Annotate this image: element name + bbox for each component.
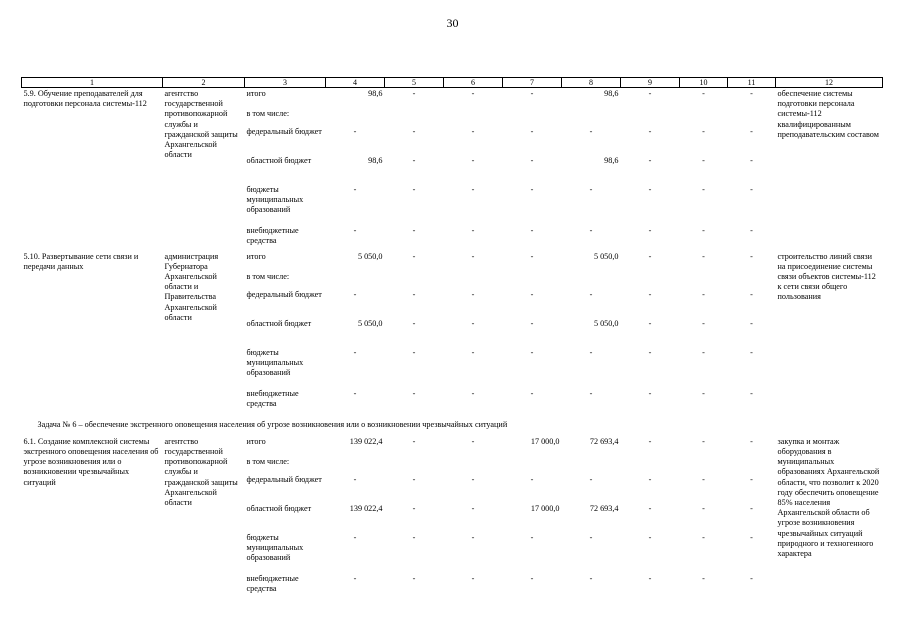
empty-cell	[728, 456, 776, 474]
funding-value: -	[530, 573, 534, 583]
funding-value: -	[412, 89, 416, 98]
budget-source-label: бюджеты муниципальных образований	[246, 184, 304, 214]
funding-value: -	[750, 126, 753, 136]
funding-value: -	[702, 573, 705, 583]
funding-value: -	[750, 388, 753, 398]
funding-value: -	[702, 155, 705, 165]
budget-source-label: бюджеты муниципальных образований	[246, 347, 304, 377]
funding-value: -	[750, 89, 753, 98]
funding-value: -	[589, 289, 593, 299]
funding-value: -	[750, 503, 753, 513]
funding-value: -	[530, 532, 534, 542]
budget-source-label: федеральный бюджет	[246, 289, 322, 299]
funding-value: -	[353, 532, 357, 542]
empty-cell	[680, 456, 728, 474]
col-header: 9	[621, 78, 680, 88]
col-header: 6	[444, 78, 503, 88]
funding-value: -	[412, 436, 416, 446]
budget-source-label: внебюджетные средства	[246, 573, 299, 593]
empty-cell	[385, 271, 444, 289]
col-header: 7	[503, 78, 562, 88]
funding-value: -	[750, 532, 753, 542]
funding-value: -	[471, 347, 475, 357]
expected-result: строительство линий связи на присоединение системы связи объектов системы-112 к сети связи общего пользования	[777, 251, 876, 302]
empty-cell	[728, 108, 776, 126]
executor: администрация Губернатора Архангельской области и Правительства Архангельской области	[164, 251, 219, 322]
funding-value: -	[471, 474, 475, 484]
executor: агентство государственной противопожарной службы и гражданской защиты Архангельской области	[164, 436, 238, 507]
task-heading: Задача № 6 – обеспечение экстренного оповещения населения об угрозе возникновения или о возникновении чрезвычайных ситуаций	[37, 419, 508, 429]
funding-value: -	[471, 155, 475, 165]
funding-value: 5 050,0	[593, 318, 619, 328]
col-header: 11	[728, 78, 776, 88]
funding-value: -	[750, 318, 753, 328]
funding-value: -	[471, 573, 475, 583]
empty-cell	[621, 271, 680, 289]
col-header: 12	[776, 78, 883, 88]
funding-value: -	[589, 532, 593, 542]
funding-value: -	[750, 347, 753, 357]
funding-value: -	[702, 251, 705, 261]
measure-name: 5.10. Развертывание сети связи и передачи данных	[23, 251, 139, 271]
funding-value: -	[648, 573, 652, 583]
measure-name: 5.9. Обучение преподавателей для подготовки персонала системы-112	[23, 89, 147, 109]
funding-value: -	[530, 89, 534, 98]
funding-value: -	[750, 436, 753, 446]
funding-value: -	[412, 318, 416, 328]
page-number: 30	[446, 16, 459, 30]
budget-source-label: итого	[246, 251, 266, 261]
col-header: 4	[326, 78, 385, 88]
empty-cell	[326, 456, 385, 474]
funding-value: -	[471, 532, 475, 542]
funding-value: 98,6	[368, 89, 383, 98]
budget-source-label: бюджеты муниципальных образований	[246, 532, 304, 563]
funding-value: -	[412, 573, 416, 583]
empty-cell	[621, 108, 680, 126]
col-header: 8	[562, 78, 621, 88]
budget-source-label: итого	[246, 436, 266, 446]
funding-value: -	[471, 89, 475, 98]
empty-cell	[562, 456, 621, 474]
funding-value: -	[702, 318, 705, 328]
empty-cell	[680, 108, 728, 126]
funding-value: -	[750, 474, 753, 484]
funding-value: -	[530, 126, 534, 136]
funding-value: -	[412, 225, 416, 235]
empty-cell	[326, 108, 385, 126]
funding-value: -	[353, 347, 357, 357]
expected-result: обеспечение системы подготовки персонала системы-112 квалифицированным преподавательским составом	[777, 89, 879, 139]
funding-value: -	[530, 474, 534, 484]
funding-value: -	[589, 126, 593, 136]
task-heading-row	[22, 414, 883, 436]
funding-value: -	[353, 388, 357, 398]
funding-value: -	[353, 573, 357, 583]
funding-value: -	[412, 126, 416, 136]
funding-value: 5 050,0	[357, 251, 383, 261]
funding-value: -	[750, 184, 753, 194]
funding-value: -	[471, 503, 475, 513]
funding-value: -	[471, 436, 475, 446]
executor: агентство государственной противопожарной службы и гражданской защиты Архангельской области	[164, 89, 238, 160]
funding-value: -	[353, 289, 357, 299]
funding-value: -	[530, 289, 534, 299]
funding-value: -	[648, 436, 652, 446]
funding-value: -	[412, 289, 416, 299]
budget-source-label: итого	[246, 89, 266, 98]
funding-value: -	[648, 155, 652, 165]
funding-value: -	[702, 503, 705, 513]
funding-value: -	[530, 388, 534, 398]
funding-value: -	[530, 318, 534, 328]
empty-cell	[326, 271, 385, 289]
funding-value: -	[471, 289, 475, 299]
funding-value: -	[412, 347, 416, 357]
funding-value: -	[648, 503, 652, 513]
funding-value: 98,6	[604, 89, 619, 98]
budget-source-label: федеральный бюджет	[246, 474, 322, 484]
empty-cell	[680, 271, 728, 289]
empty-cell	[444, 271, 503, 289]
funding-value: 139 022,4	[349, 503, 383, 513]
budget-source-label: областной бюджет	[246, 318, 312, 328]
funding-value: -	[702, 347, 705, 357]
funding-value: -	[648, 89, 652, 98]
empty-cell	[444, 456, 503, 474]
funding-value: -	[471, 225, 475, 235]
empty-cell	[444, 108, 503, 126]
funding-value: -	[750, 289, 753, 299]
funding-value: -	[702, 184, 705, 194]
funding-value: -	[412, 388, 416, 398]
funding-value: -	[589, 573, 593, 583]
funding-value: -	[353, 225, 357, 235]
expected-result: закупка и монтаж оборудования в муниципальных образованиях Архангельской области, что позволит к 2020 году обеспечить оповещение 85% населения Архангельской области об угрозе возникновения чрезвычайных ситуаций природного и техногенного характера	[777, 436, 880, 558]
funding-value: -	[648, 474, 652, 484]
funding-value: -	[530, 155, 534, 165]
empty-cell	[385, 456, 444, 474]
empty-cell	[503, 271, 562, 289]
col-header: 2	[163, 78, 245, 88]
funding-value: -	[530, 347, 534, 357]
funding-value: -	[589, 184, 593, 194]
empty-cell	[503, 456, 562, 474]
funding-value: -	[471, 126, 475, 136]
funding-value: -	[471, 251, 475, 261]
funding-value: -	[530, 225, 534, 235]
funding-value: -	[750, 251, 753, 261]
measure-name: 6.1. Создание комплексной системы экстренного оповещения населения об угрозе возникновения или о возникновении чрезвычайных ситуаций	[23, 436, 159, 487]
budget-source-label: областной бюджет	[246, 503, 312, 513]
funding-value: -	[530, 251, 534, 261]
funding-value: -	[648, 251, 652, 261]
funding-value: -	[412, 503, 416, 513]
funding-value: -	[530, 184, 534, 194]
funding-value: 72 693,4	[589, 436, 619, 446]
funding-value: -	[412, 155, 416, 165]
funding-value: 98,6	[368, 155, 383, 165]
funding-value: -	[412, 184, 416, 194]
funding-value: -	[702, 532, 705, 542]
funding-value: -	[750, 225, 753, 235]
funding-value: 17 000,0	[530, 436, 560, 446]
funding-value: -	[648, 388, 652, 398]
funding-value: 72 693,4	[589, 503, 619, 513]
funding-value: -	[648, 225, 652, 235]
col-header: 1	[22, 78, 163, 88]
funding-value: -	[702, 126, 705, 136]
empty-cell	[562, 271, 621, 289]
funding-value: -	[702, 89, 705, 98]
program-table	[21, 77, 883, 599]
funding-value: -	[702, 225, 705, 235]
funding-value: -	[412, 532, 416, 542]
funding-value: -	[750, 155, 753, 165]
col-header: 3	[245, 78, 326, 88]
budget-row-total	[22, 88, 883, 108]
funding-value: -	[471, 318, 475, 328]
funding-value: -	[353, 474, 357, 484]
funding-value: 98,6	[604, 155, 619, 165]
funding-value: -	[589, 225, 593, 235]
funding-value: -	[648, 532, 652, 542]
empty-cell	[503, 108, 562, 126]
empty-cell	[562, 108, 621, 126]
budget-source-label: внебюджетные средства	[246, 225, 299, 245]
budget-source-label: внебюджетные средства	[246, 388, 299, 408]
funding-value: -	[702, 289, 705, 299]
funding-value: -	[471, 184, 475, 194]
funding-value: -	[589, 388, 593, 398]
empty-cell	[728, 271, 776, 289]
funding-value: -	[412, 474, 416, 484]
funding-value: 5 050,0	[593, 251, 619, 261]
empty-cell	[385, 108, 444, 126]
funding-value: 5 050,0	[357, 318, 383, 328]
col-header: 5	[385, 78, 444, 88]
funding-value: -	[353, 126, 357, 136]
funding-value: -	[589, 474, 593, 484]
funding-value: -	[702, 474, 705, 484]
funding-value: -	[589, 347, 593, 357]
budget-source-label: в том числе:	[246, 108, 290, 118]
funding-value: -	[648, 126, 652, 136]
funding-value: -	[648, 289, 652, 299]
funding-value: -	[702, 388, 705, 398]
budget-source-label: в том числе:	[246, 271, 290, 281]
col-header: 10	[680, 78, 728, 88]
empty-cell	[621, 456, 680, 474]
funding-value: -	[702, 436, 705, 446]
funding-value: -	[353, 184, 357, 194]
budget-source-label: в том числе:	[246, 456, 290, 466]
budget-row-total	[22, 251, 883, 271]
funding-value: -	[648, 318, 652, 328]
funding-value: -	[648, 184, 652, 194]
funding-value: 139 022,4	[349, 436, 383, 446]
funding-value: -	[648, 347, 652, 357]
budget-source-label: федеральный бюджет	[246, 126, 322, 136]
budget-source-label: областной бюджет	[246, 155, 312, 165]
funding-value: 17 000,0	[530, 503, 560, 513]
funding-value: -	[750, 573, 753, 583]
funding-value: -	[412, 251, 416, 261]
budget-row-total	[22, 436, 883, 456]
column-header-row	[22, 78, 883, 88]
funding-value: -	[471, 388, 475, 398]
